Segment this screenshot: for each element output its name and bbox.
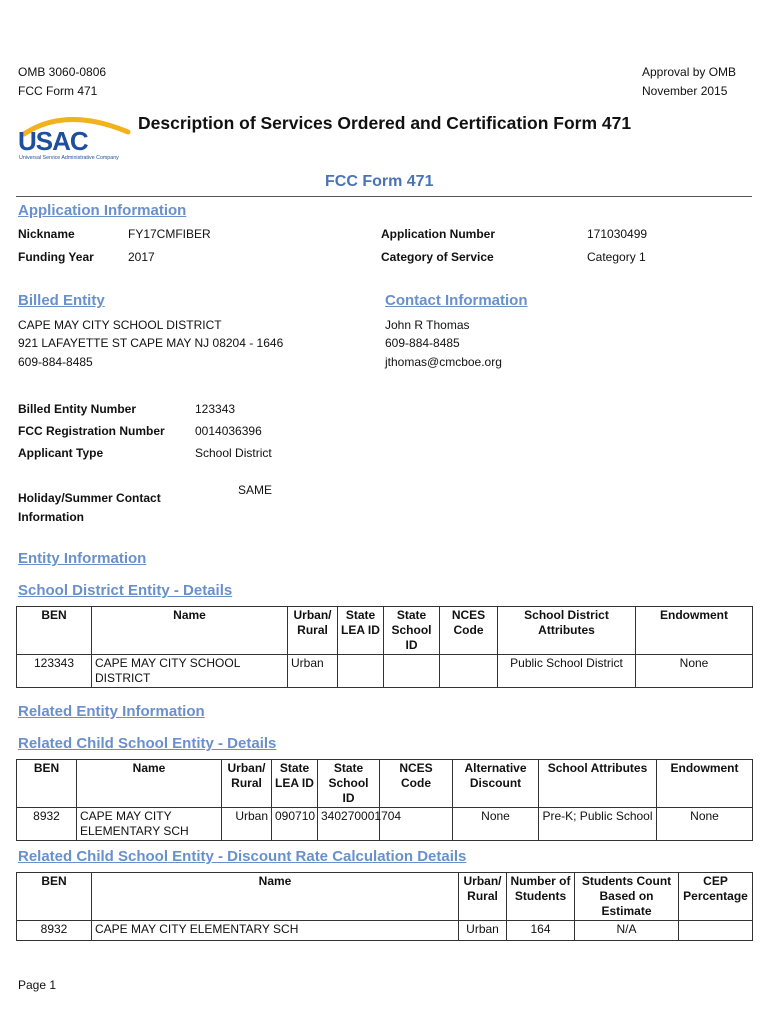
form-subtitle: FCC Form 471 [325, 173, 434, 190]
col-ben: BEN [17, 760, 77, 808]
omb-number: OMB 3060-0806 [18, 65, 107, 79]
omb-approval-date: November 2015 [642, 84, 728, 98]
col-name: Name [92, 607, 288, 655]
holiday-contact-value: SAME [238, 483, 273, 497]
cell-name: CAPE MAY CITY ELEMENTARY SCH [92, 921, 459, 941]
col-state-school-id: State School ID [318, 760, 380, 808]
entity-info-heading: Entity Information [18, 550, 147, 567]
application-number-value: 171030499 [587, 227, 648, 241]
cell-urban-rural: Urban [459, 921, 507, 941]
cell-endowment: None [657, 808, 753, 841]
child-school-table [16, 759, 753, 841]
svg-text:USAC: USAC [18, 126, 88, 156]
col-urban-rural: Urban/ Rural [459, 873, 507, 921]
cell-ben: 123343 [17, 655, 92, 688]
form-number: FCC Form 471 [18, 84, 98, 98]
col-nces-code: NCES Code [380, 760, 453, 808]
col-ben: BEN [17, 607, 92, 655]
discount-table [16, 872, 753, 941]
col-name: Name [92, 873, 459, 921]
fcc-registration-value: 0014036396 [195, 424, 262, 438]
funding-year-label: Funding Year [18, 250, 94, 264]
col-name: Name [77, 760, 222, 808]
cell-ben: 8932 [17, 808, 77, 841]
fcc-registration-label: FCC Registration Number [18, 424, 165, 438]
cell-state-lea-id [338, 655, 384, 688]
cell-state-school-id: 340270001704 [318, 808, 380, 841]
col-district-attributes: School District Attributes [498, 607, 636, 655]
contact-email: jthomas@cmcboe.org [385, 355, 502, 369]
col-number-of-students: Number of Students [507, 873, 575, 921]
applicant-type-label: Applicant Type [18, 446, 104, 460]
col-urban-rural: Urban/ Rural [222, 760, 272, 808]
holiday-contact-label: Holiday/Summer Contact [18, 491, 161, 505]
contact-info-heading: Contact Information [385, 292, 528, 309]
application-info-heading: Application Information [18, 202, 187, 219]
child-details-heading: Related Child School Entity - Details [18, 735, 277, 752]
cell-urban-rural: Urban [288, 655, 338, 688]
col-nces-code: NCES Code [440, 607, 498, 655]
col-state-lea-id: State LEA ID [272, 760, 318, 808]
funding-year-value: 2017 [128, 250, 155, 264]
table-row [17, 655, 753, 688]
col-students-estimate: Students Count Based on Estimate [575, 873, 679, 921]
col-endowment: Endowment [636, 607, 753, 655]
category-label: Category of Service [381, 250, 494, 264]
col-ben: BEN [17, 873, 92, 921]
col-urban-rural: Urban/ Rural [288, 607, 338, 655]
cell-name: CAPE MAY CITY SCHOOL DISTRICT [92, 655, 288, 688]
billed-entity-name: CAPE MAY CITY SCHOOL DISTRICT [18, 318, 222, 332]
table-row [17, 808, 753, 841]
svg-text:Universal Service Administrati: Universal Service Administrative Company [19, 155, 119, 161]
omb-approval: Approval by OMB [642, 65, 737, 79]
cell-cep-percentage [679, 921, 753, 941]
page-title: Description of Services Ordered and Certification Form 471 [138, 113, 632, 133]
district-details-heading: School District Entity - Details [18, 582, 233, 599]
district-table [16, 606, 753, 688]
contact-name: John R Thomas [385, 318, 470, 332]
nickname-value: FY17CMFIBER [128, 227, 211, 241]
cell-ben: 8932 [17, 921, 92, 941]
related-entity-heading: Related Entity Information [18, 703, 205, 720]
page-number: Page 1 [18, 978, 57, 992]
cell-school-attributes: Pre-K; Public School [539, 808, 657, 841]
cell-district-attributes: Public School District [498, 655, 636, 688]
col-cep-percentage: CEP Percentage [679, 873, 753, 921]
child-table-header [17, 760, 753, 808]
billed-entity-address: 921 LAFAYETTE ST CAPE MAY NJ 08204 - 1646 [18, 336, 284, 350]
cell-urban-rural: Urban [222, 808, 272, 841]
billed-entity-number-label: Billed Entity Number [18, 402, 137, 416]
discount-table-header [17, 873, 753, 921]
billed-entity-phone: 609-884-8485 [18, 355, 93, 369]
billed-entity-number-value: 123343 [195, 402, 236, 416]
holiday-contact-label-line2: Information [18, 510, 84, 524]
district-table-header [17, 607, 753, 655]
cell-students-estimate: N/A [575, 921, 679, 941]
contact-phone: 609-884-8485 [385, 336, 460, 350]
col-school-attributes: School Attributes [539, 760, 657, 808]
cell-number-of-students: 164 [507, 921, 575, 941]
table-row [17, 921, 753, 941]
cell-nces-code [440, 655, 498, 688]
cell-name: CAPE MAY CITY ELEMENTARY SCH [77, 808, 222, 841]
cell-state-lea-id: 090710 [272, 808, 318, 841]
cell-alternative-discount: None [453, 808, 539, 841]
title-divider [16, 196, 752, 197]
billed-entity-heading: Billed Entity [18, 292, 105, 309]
col-state-school-id: State School ID [384, 607, 440, 655]
col-endowment: Endowment [657, 760, 753, 808]
application-number-label: Application Number [381, 227, 496, 241]
cell-state-school-id [384, 655, 440, 688]
discount-details-heading: Related Child School Entity - Discount Rate Calculation Details [18, 848, 467, 865]
col-state-lea-id: State LEA ID [338, 607, 384, 655]
col-alternative-discount: Alternative Discount [453, 760, 539, 808]
applicant-type-value: School District [195, 446, 272, 460]
category-value: Category 1 [587, 250, 646, 264]
usac-logo [16, 112, 134, 164]
cell-endowment: None [636, 655, 753, 688]
nickname-label: Nickname [18, 227, 75, 241]
